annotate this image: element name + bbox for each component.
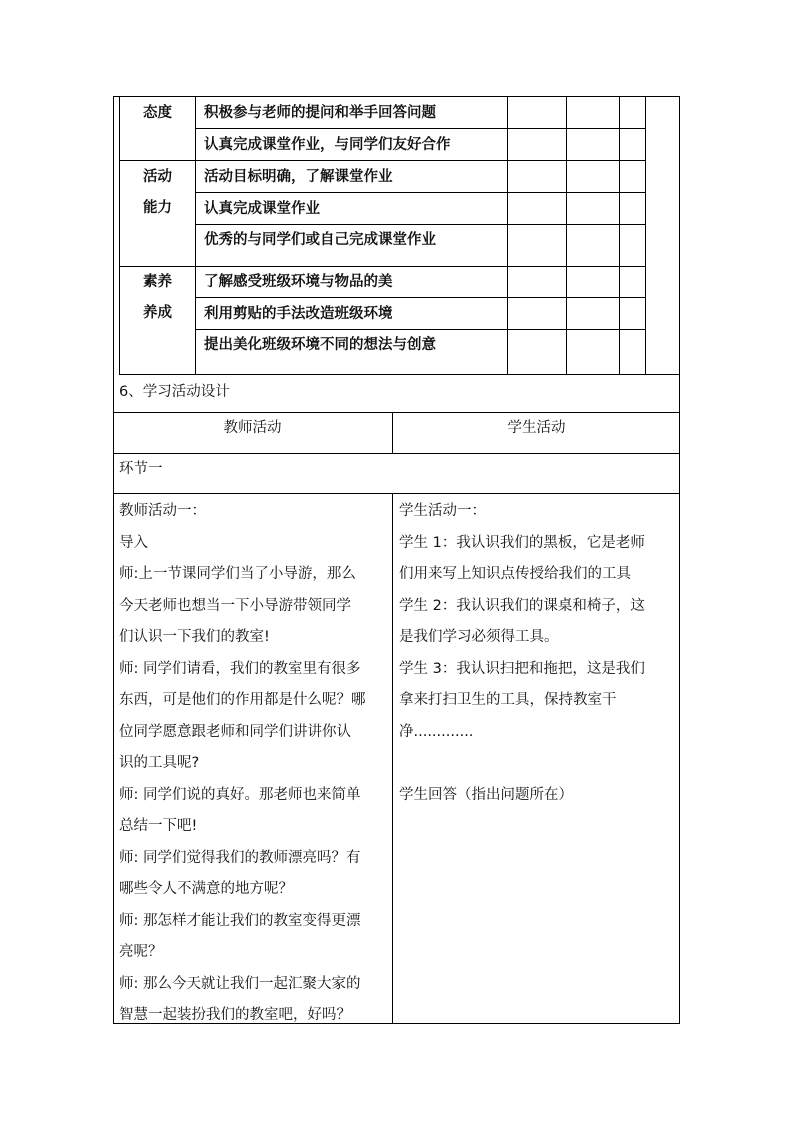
criterion-item: 了解感受班级环境与物品的美 xyxy=(204,274,393,290)
criterion-item: 优秀的与同学们或自己完成课堂作业 xyxy=(204,232,436,248)
criterion-item: 利用剪贴的手法改造班级环境 xyxy=(204,306,393,322)
criterion-item: 活动目标明确，了解课堂作业 xyxy=(204,169,393,185)
group-label-literacy-line1: 素养 xyxy=(143,274,172,290)
text-line: 东西，可是他们的作用都是什么呢？哪 xyxy=(119,692,366,708)
text-line: 智慧一起装扮我们的教室吧，好吗？ xyxy=(119,1007,351,1023)
text-line: 学生 2：我认识我们的课桌和椅子，这 xyxy=(399,597,645,614)
criterion-item: 积极参与老师的提问和举手回答问题 xyxy=(204,105,436,121)
student-activity-header: 学生活动 xyxy=(507,420,566,436)
teacher-activity-header: 教师活动 xyxy=(223,420,282,436)
text-line: 识的工具呢? xyxy=(119,755,200,771)
text-line: 今天老师也想当一下小导游带领同学 xyxy=(119,597,351,614)
text-line: 们用来写上知识点传授给我们的工具 xyxy=(399,566,631,582)
text-line: 拿来打扫卫生的工具，保持教室干 xyxy=(399,692,617,708)
text-line: 学生回答（指出问题所在） xyxy=(399,786,573,803)
text-line: 师:上一节课同学们当了小导游，那么 xyxy=(119,566,356,582)
text-line: 教师活动一： xyxy=(119,503,206,519)
group-label-ability-line2: 能力 xyxy=(143,200,172,216)
text-line xyxy=(399,748,645,780)
text-line: 们认识一下我们的教室! xyxy=(119,629,270,645)
section-title: 6、学习活动设计 xyxy=(119,384,230,400)
text-line: 师: 同学们说的真好。那老师也来简单 xyxy=(119,786,361,803)
text-line: 学生 3：我认识扫把和拖把，这是我们 xyxy=(399,660,645,677)
text-line: 哪些令人不满意的地方呢？ xyxy=(119,881,293,897)
text-line: 总结一下吧! xyxy=(119,818,198,834)
criterion-item: 提出美化班级环境不同的想法与创意 xyxy=(204,337,436,353)
text-line: 净............. xyxy=(399,723,474,740)
text-line: 亮呢？ xyxy=(119,944,163,960)
text-line: 是我们学习必须得工具。 xyxy=(399,629,559,645)
group-label-literacy-line2: 养成 xyxy=(143,305,172,321)
text-line: 导入 xyxy=(119,534,148,551)
text-line: 师: 那怎样才能让我们的教室变得更漂 xyxy=(119,912,361,929)
text-line: 学生 1：我认识我们的黑板，它是老师 xyxy=(399,534,645,551)
text-line: 师: 那么今天就让我们一起汇聚大家的 xyxy=(119,975,361,992)
text-line: 师: 同学们请看，我们的教室里有很多 xyxy=(119,660,361,677)
criterion-item: 认真完成课堂作业，与同学们友好合作 xyxy=(204,137,451,153)
group-label-ability-line1: 活动 xyxy=(143,169,172,185)
text-line: 学生活动一： xyxy=(399,503,486,519)
stage-label: 环节一 xyxy=(119,461,163,477)
text-line: 师: 同学们觉得我们的教师漂亮吗？有 xyxy=(119,849,361,866)
student-activity-text xyxy=(399,496,645,811)
text-line: 位同学愿意跟老师和同学们讲讲你认 xyxy=(119,723,351,740)
group-label-attitude: 态度 xyxy=(143,105,172,121)
criterion-item: 认真完成课堂作业 xyxy=(204,201,320,217)
teacher-activity-text xyxy=(119,496,366,1032)
